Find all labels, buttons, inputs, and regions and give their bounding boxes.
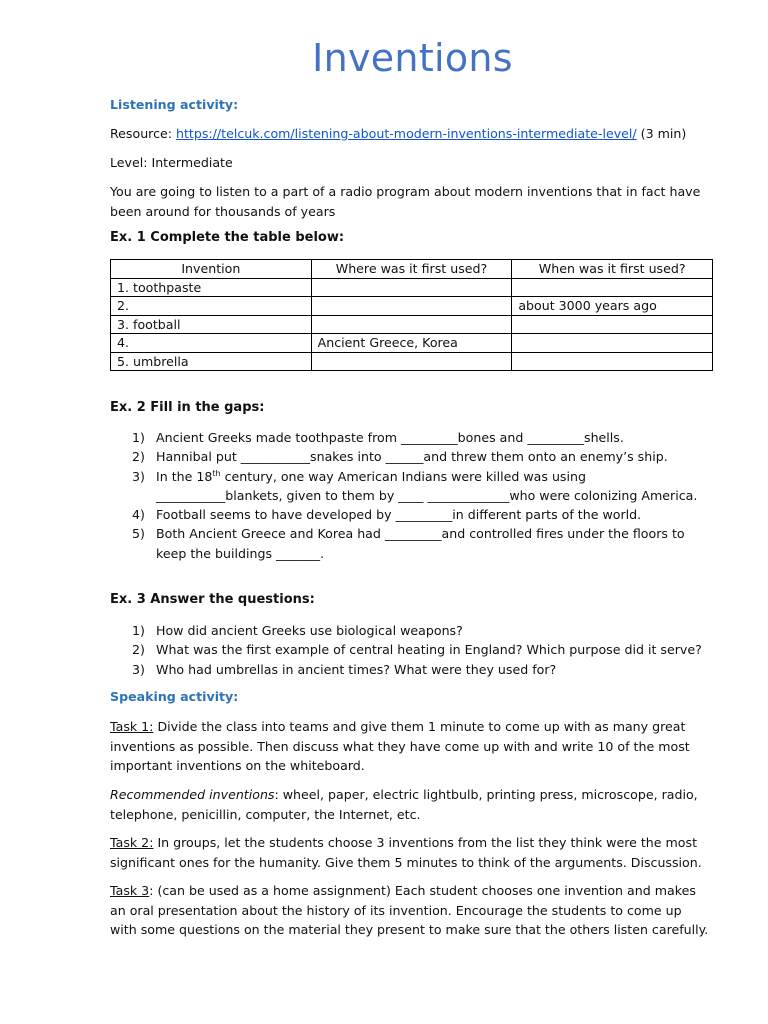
table-row (111, 315, 713, 334)
item-number: 3) (132, 468, 145, 484)
task1-text: Divide the class into teams and give them 1 minute to come up with as many great inventions as possible. Then discuss what they have come up with and write 10 of the most important inventions on the whiteboard. (110, 719, 690, 773)
item-number: 4) (132, 507, 145, 523)
listening-heading: Listening activity: (110, 97, 239, 112)
item-text: Who had umbrellas in ancient times? What were they used for? (156, 661, 557, 677)
task2-text: In groups, let the students choose 3 inventions from the list they think were the most significant ones for the humanity. Give them 5 minutes to think of the arguments. Discussion. (110, 835, 702, 870)
table-cell (512, 278, 713, 297)
table-header-when: When was it first used? (512, 260, 713, 279)
ex1-heading: Ex. 1 Complete the table below: (110, 230, 345, 245)
inventions-table (110, 259, 713, 371)
table-cell: 4. (111, 334, 312, 353)
table-header-row (111, 260, 713, 279)
task2-paragraph (110, 833, 710, 872)
item-text: Football seems to have developed by _________in different parts of the world. (156, 507, 642, 523)
task1-label: Task 1: (110, 719, 154, 734)
resource-duration: (3 min) (636, 126, 687, 141)
table-cell (512, 315, 713, 334)
item-number: 2) (132, 642, 145, 658)
table-cell: 2. (111, 297, 312, 316)
item-text: What was the first example of central heating in England? Which purpose did it serve? (156, 642, 702, 658)
item-text: How did ancient Greeks use biological weapons? (156, 623, 463, 638)
table-cell: Ancient Greece, Korea (311, 334, 512, 353)
table-cell: about 3000 years ago (512, 297, 713, 316)
list-item (110, 660, 710, 679)
item-number: 1) (132, 623, 145, 638)
resource-label: Resource: (110, 126, 176, 141)
recommended-label: Recommended inventions (110, 787, 275, 802)
task3-paragraph (110, 881, 710, 940)
list-item (110, 524, 710, 563)
item-number: 5) (132, 526, 145, 542)
resource-line (110, 124, 710, 144)
item-text-post: century, one way American Indians were killed was using ___________blankets, given to them by ____ _____________who were colonizing America. (156, 468, 698, 503)
list-item (110, 467, 710, 506)
table-cell (311, 297, 512, 316)
ex3-list (110, 621, 710, 679)
list-item (110, 621, 710, 640)
intro-paragraph: You are going to listen to a part of a radio program about modern inventions that in fact have been around for thousands of years (110, 184, 701, 219)
ex2-heading: Ex. 2 Fill in the gaps: (110, 400, 265, 415)
item-text-pre: In the 18 (156, 468, 213, 484)
table-row (111, 297, 713, 316)
table-cell: 5. umbrella (111, 352, 312, 371)
item-number: 1) (132, 430, 145, 445)
table-cell (512, 334, 713, 353)
item-number: 2) (132, 449, 145, 465)
page-title: Inventions (312, 36, 513, 80)
list-item (110, 428, 710, 447)
table-header-where: Where was it first used? (311, 260, 512, 279)
table-cell (311, 278, 512, 297)
task2-label: Task 2: (110, 835, 154, 850)
table-cell: 1. toothpaste (111, 278, 312, 297)
ex2-list (110, 428, 710, 563)
recommended-text: : wheel, paper, electric lightbulb, printing press, microscope, radio, telephone, penicillin, computer, the Internet, etc. (110, 787, 698, 822)
item-text: Ancient Greeks made toothpaste from _________bones and _________shells. (156, 430, 624, 445)
task1-paragraph (110, 717, 710, 776)
table-header-invention: Invention (111, 260, 312, 279)
table-cell (311, 315, 512, 334)
speaking-heading: Speaking activity: (110, 689, 239, 704)
table-row (111, 278, 713, 297)
recommended-paragraph (110, 785, 710, 824)
list-item (110, 447, 710, 466)
item-number: 3) (132, 661, 145, 677)
resource-link[interactable]: https://telcuk.com/listening-about-modern-inventions-intermediate-level/ (176, 126, 637, 141)
table-cell (311, 352, 512, 371)
list-item (110, 640, 710, 659)
item-text-sup: th (212, 468, 221, 478)
list-item (110, 505, 710, 524)
table-row (111, 334, 713, 353)
level-line: Level: Intermediate (110, 155, 233, 170)
table-row (111, 352, 713, 371)
task3-text: : (can be used as a home assignment) Each student chooses one invention and makes an oral presentation about the history of its invention. Encourage the students to come up with some questions on the material they present to make sure that the others listen carefully. (110, 883, 709, 937)
task3-label: Task 3 (110, 883, 150, 898)
item-text: Both Ancient Greece and Korea had _________and controlled fires under the floors to keep the buildings _______. (156, 526, 685, 561)
item-text: Hannibal put ___________snakes into ______and threw them onto an enemy’s ship. (156, 449, 668, 465)
table-cell (512, 352, 713, 371)
ex3-heading: Ex. 3 Answer the questions: (110, 592, 315, 607)
table-cell: 3. football (111, 315, 312, 334)
